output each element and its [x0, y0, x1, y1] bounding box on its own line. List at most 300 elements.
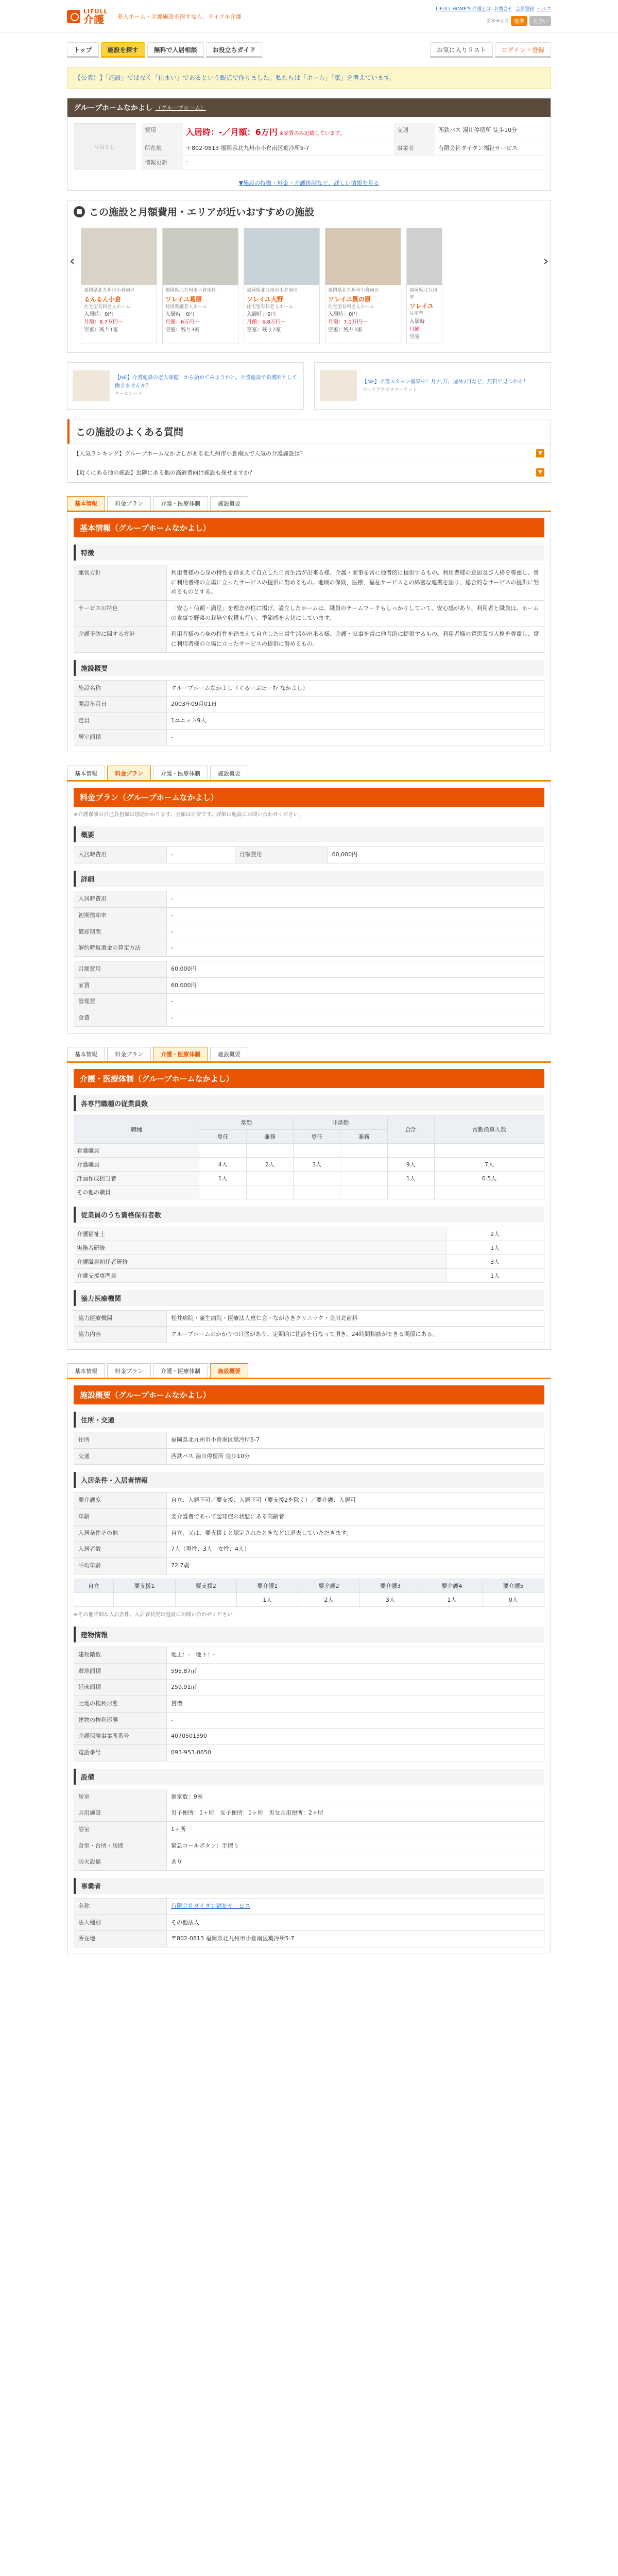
info-access: 西鉄バス 湯川停留所 徒歩10分 [435, 123, 544, 141]
ad-source: リードアクセスマーケット [362, 387, 417, 393]
operator-label: 法人種別 [74, 1914, 167, 1931]
staff-subhead: 兼務 [340, 1129, 387, 1143]
staff-cell [246, 1143, 293, 1157]
staff-cell: 2人 [246, 1157, 293, 1171]
coop-table [74, 1310, 544, 1343]
recommend-monthly: 月額：6万円〜 [165, 319, 200, 326]
equip-value: あり [167, 1854, 544, 1871]
staff-cell [387, 1143, 434, 1157]
table-row [74, 1241, 544, 1255]
ad-thumbnail [320, 370, 357, 401]
staff-cell: 9人 [387, 1157, 434, 1171]
building-label: 延床面積 [74, 1680, 167, 1696]
basic-info-title: 基本情報（グループホームなかよし） [74, 518, 544, 537]
overview-label: 開設年月日 [74, 697, 167, 713]
staff-cell [340, 1143, 387, 1157]
qual-value: 3人 [446, 1255, 544, 1268]
staff-cell: 1人 [199, 1171, 246, 1185]
table-row [74, 1227, 544, 1241]
recommend-address: 福岡県北九州市 [409, 288, 438, 300]
cond-label: 年齢 [74, 1509, 167, 1526]
detail-tabs [67, 496, 551, 512]
basic-info-panel [67, 512, 551, 753]
outline-title: 施設概要（グループホームなかよし） [74, 1385, 544, 1404]
overview-value: グループホームなかよし（ぐるーぷほーむ なかよし） [167, 680, 544, 697]
dist-head: 自立 [74, 1579, 114, 1592]
dist-value: 0人 [483, 1592, 544, 1606]
nav-guide[interactable]: お役立ちガイド [206, 42, 263, 58]
tab-price[interactable]: 料金プラン [107, 1047, 151, 1061]
tab-price[interactable]: 料金プラン [107, 1363, 151, 1378]
overview-value: 1ユニット9人 [167, 713, 544, 730]
recommend-card[interactable] [162, 228, 238, 344]
equip-label: 食堂・台所・居間 [74, 1838, 167, 1854]
building-value: 259.91㎡ [167, 1680, 544, 1696]
staff-head: 合計 [387, 1115, 434, 1143]
recommend-address: 福岡県北九州市小倉南区 [328, 288, 380, 294]
overview-table [74, 680, 544, 746]
staff-cell [294, 1171, 340, 1185]
overview-value: - [167, 729, 544, 745]
operator-label: 所在地 [74, 1931, 167, 1947]
tab-basic[interactable]: 基本情報 [67, 1047, 105, 1061]
dist-head: 要介護1 [237, 1579, 298, 1592]
dist-value: 1人 [421, 1592, 483, 1606]
tab-outline[interactable]: 施設概要 [210, 1047, 248, 1061]
qual-label: 実務者研修 [74, 1241, 447, 1255]
staff-cell [294, 1143, 340, 1157]
cond-label: 平均年齢 [74, 1558, 167, 1574]
facility-card [67, 98, 551, 191]
summary-label: 月額費用 [235, 847, 328, 863]
equipment-title: 設備 [74, 1769, 544, 1785]
table-row [74, 1157, 544, 1171]
recommend-entry: 入居時 [409, 318, 425, 325]
font-size-normal-button[interactable]: 標準 [511, 16, 527, 26]
staff-cell [199, 1185, 246, 1199]
recommend-vacancy: 空室：残り2室 [247, 327, 281, 333]
feature-value: 利用者様の心身の特性を踏まえて自立した日常生活が出来る様、介護・家事を常に他者的に提供するもの。利用者様の意思及び人格を尊重し、常に利用者様の立場に立ったサービスの提供に努めるもの。地域の保険、医療、福祉サービスとの綿密な連携を図り、総合的なサービスの提供に努めるものとする。 [167, 565, 544, 600]
tab-price[interactable]: 料金プラン [107, 496, 151, 511]
recommend-name[interactable]: ソレイユ大野 [247, 295, 283, 303]
care-title: 介護・医療体制（グループホームなかよし） [74, 1069, 544, 1088]
monthly-label: 月額費用 [74, 961, 167, 977]
entry-value: - [167, 940, 544, 957]
outline-panel [67, 1379, 551, 1954]
staff-subhead: 専任 [294, 1129, 340, 1143]
monthly-label: 家賃 [74, 977, 167, 994]
recommend-vacancy: 空室：残り1室 [84, 327, 118, 333]
staff-head: 職種 [74, 1115, 199, 1143]
header-link-about[interactable]: LIFULL HOME'S 介護とは [436, 7, 491, 12]
equip-value: 1ヶ所 [167, 1822, 544, 1838]
qualification-table [74, 1227, 544, 1283]
overview-title: 施設概要 [74, 660, 544, 676]
qualification-title: 従業員のうち資格保有者数 [74, 1207, 544, 1223]
recommend-entry: 入居時：0円 [165, 312, 195, 318]
recommend-entry: 入居時：0円 [84, 312, 113, 318]
ad-text: 【NE】介護施設の老人保健！から始めてみようかと。介護施設で看護師として働きませんか？ [115, 375, 297, 389]
recommend-title: この施設と月額費用・エリアが近いおすすめの施設 [89, 207, 315, 218]
staff-cell [246, 1171, 293, 1185]
staff-cell [246, 1185, 293, 1199]
recommend-card[interactable] [325, 228, 401, 344]
dist-value: 2人 [298, 1592, 359, 1606]
coop-value: 松井病院・蒲生病院・医療法人恵仁会・ながさきクリニック・金川北歯科 [167, 1310, 544, 1327]
info-cost-note: ※家賃のみ記載しています。 [279, 131, 345, 137]
staff-cell [387, 1185, 434, 1199]
price-title: 料金プラン（グループホームなかよし） [74, 788, 544, 807]
recommend-type: 住宅型有料老人ホーム [84, 304, 131, 310]
care-level-distribution [74, 1579, 544, 1607]
staff-cell [434, 1185, 544, 1199]
dist-head: 要介護4 [421, 1579, 483, 1592]
dist-head: 要介護3 [359, 1579, 421, 1592]
recommend-card[interactable] [244, 228, 320, 344]
summary-value: 60,000円 [328, 847, 544, 863]
building-value: 595.87㎡ [167, 1663, 544, 1680]
faq-section [67, 419, 551, 483]
conditions-table [74, 1492, 544, 1574]
operator-value: 〒802-0813 福岡県北九州市小倉南区葉冷所5-7 [167, 1931, 544, 1947]
info-label-operator: 事業者 [394, 141, 435, 156]
building-label: 建物階数 [74, 1647, 167, 1663]
recommend-address: 福岡県北九州市小倉南区 [247, 288, 298, 294]
header-link-contact[interactable]: お問合せ [493, 7, 512, 12]
entry-label: 初期償却率 [74, 907, 167, 924]
recommend-monthly: 月額：8.7万円〜 [84, 319, 123, 326]
recommend-card[interactable] [81, 228, 157, 344]
qual-value: 1人 [446, 1268, 544, 1282]
info-label-access: 交通 [394, 123, 435, 141]
facility-title: グループホームなかよし [74, 104, 152, 113]
ad-thumbnail [73, 370, 110, 401]
equipment-table [74, 1789, 544, 1871]
overview-label: 施設名称 [74, 680, 167, 697]
entry-label: 解約時返還金の算定方法 [74, 940, 167, 957]
access-value: 福岡県北九州市小倉南区葉冷所5-7 [167, 1432, 544, 1449]
cond-value: 要介護者であって認知症の状態にある高齢者 [167, 1509, 544, 1526]
info-label-updated: 情報更新 [142, 155, 183, 170]
overview-label: 居室面積 [74, 729, 167, 745]
carousel-prev-icon[interactable]: ‹ [70, 253, 75, 269]
recommend-photo [325, 228, 401, 285]
recommend-section [67, 200, 551, 353]
entry-value: - [167, 891, 544, 908]
qual-label: 介護福祉士 [74, 1227, 447, 1241]
tab-outline[interactable]: 施設概要 [210, 496, 248, 511]
recommend-vacancy: 空室 [409, 334, 420, 340]
logo-icon [67, 10, 80, 23]
cond-value: 7人（男性：3人 女性：4人） [167, 1541, 544, 1558]
monthly-label: 管理費 [74, 994, 167, 1010]
logo-brand-main: 介護 [83, 13, 104, 26]
detail-tabs [67, 1047, 551, 1063]
recommend-monthly: 月額 [409, 326, 420, 332]
price-summary-table [74, 846, 544, 863]
building-label: 電話番号 [74, 1744, 167, 1761]
recommend-name[interactable]: るんるん小倉 [84, 295, 122, 303]
equip-label: 共用施設 [74, 1805, 167, 1822]
recommend-name[interactable]: ソレイユ [409, 302, 434, 310]
staff-cell [434, 1143, 544, 1157]
recommend-address: 福岡県北九州市小倉南区 [84, 288, 135, 294]
staff-table [74, 1115, 544, 1199]
recommend-vacancy: 空室：残り3室 [165, 327, 200, 333]
recommend-type: 特別養護老人ホーム [165, 304, 208, 310]
info-cost: 入居時：-／月額：6万円 [186, 127, 278, 138]
recommend-vacancy: 空室：残り3室 [328, 327, 363, 333]
monthly-value: - [167, 994, 544, 1010]
summary-value: - [167, 847, 235, 863]
table-row [74, 1171, 544, 1185]
coop-label: 協力内容 [74, 1327, 167, 1343]
access-title: 住所・交通 [74, 1412, 544, 1428]
nav-consultation[interactable]: 無料で入居相談 [147, 42, 204, 58]
entry-label: 入居時費用 [74, 891, 167, 908]
staff-subhead: 兼務 [246, 1129, 293, 1143]
access-label: 交通 [74, 1448, 167, 1465]
nav-favorites[interactable]: お気に入りリスト [430, 42, 493, 58]
staff-cell [340, 1157, 387, 1171]
staff-role: 介護職員 [74, 1157, 199, 1171]
tab-outline[interactable]: 施設概要 [210, 1363, 248, 1378]
dist-head: 要支援2 [175, 1579, 236, 1592]
feature-label: 運営方針 [74, 565, 167, 600]
recommend-address: 福岡県北九州市小倉南区 [165, 288, 217, 294]
features-table [74, 565, 544, 653]
summary-label: 入居時費用 [74, 847, 167, 863]
recommend-name[interactable]: ソレイユ葛原 [165, 295, 202, 303]
global-nav [0, 42, 618, 58]
operator-name-link[interactable]: 有限会社ダイダン福祉サービス [171, 1903, 250, 1910]
nav-search-facility[interactable]: 施設を探す [101, 42, 145, 58]
entry-label: 償却期間 [74, 924, 167, 940]
staff-cell: 7人 [434, 1157, 544, 1171]
equip-value: 男子便所：1ヶ所 女子便所：1ヶ所 男女共用便所：2ヶ所 [167, 1805, 544, 1822]
faq-question: 【近くにある他の施設】近隣にある他の高齢者向け施設も探せますか？ [74, 469, 255, 476]
dist-head: 要支援1 [114, 1579, 175, 1592]
header-link-help[interactable]: ヘルプ [537, 7, 551, 12]
monthly-fee-table [74, 961, 544, 1027]
overview-value: 2003年09月01日 [167, 697, 544, 713]
site-header [0, 0, 618, 33]
access-label: 住所 [74, 1432, 167, 1449]
coop-label: 協力医療機関 [74, 1310, 167, 1327]
qual-value: 2人 [446, 1227, 544, 1241]
building-label: 土地の権利形態 [74, 1696, 167, 1712]
operator-title: 事業者 [74, 1878, 544, 1894]
dist-value [175, 1592, 236, 1606]
ad-source: ケースシード [115, 391, 143, 397]
tab-care[interactable]: 介護・医療体制 [153, 1047, 208, 1061]
equip-label: 浴室 [74, 1822, 167, 1838]
staff-cell: 3人 [294, 1157, 340, 1171]
recommend-type: 住宅型 [409, 311, 424, 317]
nav-login[interactable]: ログイン・登録 [495, 42, 551, 58]
cond-value: 自立：入居不可／要支援：入居不可（要支援2を除く）／要介護：入居可 [167, 1493, 544, 1509]
tab-outline[interactable]: 施設概要 [210, 766, 248, 780]
qual-value: 1人 [446, 1241, 544, 1255]
ad-text: 【NE】介護スタッフ募集中！月21万、週休2日など、無料で見つかる！ [362, 379, 528, 385]
price-summary-title: 概要 [74, 826, 544, 842]
faq-item[interactable] [67, 463, 551, 482]
building-value: 賃借 [167, 1696, 544, 1712]
price-note: ※介護保険の自己負担額は別途かかります。金額は目安です。詳細は施設にお問い合わせください。 [74, 812, 304, 818]
staff-role: その他の職員 [74, 1185, 199, 1199]
building-value: - [167, 1712, 544, 1728]
qual-label: 介護支援専門員 [74, 1268, 447, 1282]
building-value: 4070501590 [167, 1728, 544, 1745]
faq-question: 【人気ランキング】グループホームなかよしがある北九州市小倉南区で人気の介護施設は？ [74, 450, 306, 457]
building-value: 地上：- 地下：- [167, 1647, 544, 1663]
features-title: 特徴 [74, 545, 544, 561]
dist-head: 要介護2 [298, 1579, 359, 1592]
facility-photo: 写真なし [74, 123, 135, 170]
dist-head: 要介護5 [483, 1579, 544, 1592]
site-logo[interactable] [67, 9, 108, 25]
tab-basic[interactable]: 基本情報 [67, 496, 105, 511]
coop-value: グループホームのかかりつけ医があり、定期的に往診を行なって頂き、24時間相談ができる関係にある。 [167, 1327, 544, 1343]
access-value: 西鉄バス 湯川停留所 徒歩10分 [167, 1448, 544, 1465]
font-size-label: 文字サイズ [486, 19, 509, 24]
tab-care[interactable]: 介護・医療体制 [153, 1363, 208, 1378]
feature-value: 「安心・信頼・満足」を理念の柱に掲げ、設立したホームは、職員のチームワークもしっかりしていて、安心感があり、利用者と職員は、ホームの食事で野菜の栽培や収穫も行い、季節感を大切にしています。 [167, 600, 544, 626]
info-label-address: 所在地 [142, 141, 183, 156]
building-icon [74, 206, 85, 217]
recommend-photo [163, 228, 238, 285]
staff-role: 計画作成担当者 [74, 1171, 199, 1185]
entry-value: - [167, 907, 544, 924]
table-row [74, 1268, 544, 1282]
operator-label: 名称 [74, 1899, 167, 1915]
feature-label: サービスの特色 [74, 600, 167, 626]
table-row [74, 1143, 544, 1157]
monthly-value: 60,000円 [167, 961, 544, 977]
entry-fee-table [74, 891, 544, 957]
recommend-monthly: 月額：6.8万円〜 [247, 319, 286, 326]
detail-tabs [67, 1363, 551, 1379]
recommend-photo [244, 228, 319, 285]
staff-cell: 4人 [199, 1157, 246, 1171]
notice-banner[interactable]: 【公表！】「施設」ではなく「住まい」であるという観点で作りました。私たちは「ホーム」「家」を考えています。 [67, 67, 551, 89]
header-link-register[interactable]: 会員登録 [515, 7, 534, 12]
care-panel [67, 1063, 551, 1350]
facility-info-table [142, 123, 544, 170]
recommend-entry: 入居時：0円 [247, 312, 276, 318]
cond-label: 入居条件その他 [74, 1525, 167, 1541]
feature-label: 介護予防に関する方針 [74, 626, 167, 652]
staff-cell [294, 1185, 340, 1199]
faq-item[interactable] [67, 444, 551, 463]
staff-head: 非常勤 [294, 1115, 388, 1129]
staff-title: 各専門職種の従業員数 [74, 1095, 544, 1111]
feature-value: 利用者様の心身の特性を踏まえて自立した日常生活が出来る様、介護・家事を常に他者的に提供するもの。利用者様の意思及び人格を尊重し、常に利用者様の立場に立ったサービスの提供に努めるもの。 [167, 626, 544, 652]
building-label: 介護保険事業所番号 [74, 1728, 167, 1745]
staff-role: 看護職員 [74, 1143, 199, 1157]
qual-label: 介護職員初任者研修 [74, 1255, 447, 1268]
access-table [74, 1432, 544, 1465]
equip-value: 緊急コールボタン：手摺り [167, 1838, 544, 1854]
cond-value: 自立、又は、要支援１と認定されたときなどは退去していただきます。 [167, 1525, 544, 1541]
coop-title: 協力医療機関 [74, 1290, 544, 1306]
ad-banner[interactable] [67, 362, 304, 410]
table-row [74, 1255, 544, 1268]
dist-value: 1人 [237, 1592, 298, 1606]
staff-cell [340, 1185, 387, 1199]
staff-cell [340, 1171, 387, 1185]
tab-basic[interactable]: 基本情報 [67, 1363, 105, 1378]
building-table [74, 1647, 544, 1761]
info-operator: 有限会社ダイダン福祉サービス [435, 141, 544, 156]
tab-care[interactable]: 介護・医療体制 [153, 496, 208, 511]
staff-subhead: 専任 [199, 1129, 246, 1143]
building-label: 敷地面積 [74, 1663, 167, 1680]
chevron-down-icon: ▼ [536, 449, 544, 457]
cond-label: 入居者数 [74, 1541, 167, 1558]
info-label-cost: 費用 [142, 123, 183, 141]
recommend-photo [81, 228, 157, 285]
conditions-title: 入居条件・入居者情報 [74, 1472, 544, 1488]
price-detail-title: 詳細 [74, 871, 544, 887]
detail-tabs [67, 766, 551, 782]
info-address: 〒802-0813 福岡県北九州市小倉南区葉冷所5-7 [183, 141, 394, 156]
chevron-down-icon: ▼ [536, 468, 544, 477]
facility-type-link[interactable]: （グループホーム） [155, 105, 207, 112]
cond-value: 72.7歳 [167, 1558, 544, 1574]
entry-value: - [167, 924, 544, 940]
table-row [74, 1185, 544, 1199]
ad-banner[interactable] [314, 362, 551, 410]
faq-title: この施設のよくある質問 [67, 419, 551, 444]
recommend-card[interactable] [406, 228, 442, 344]
staff-head: 常勤換算人数 [434, 1115, 544, 1143]
equip-label: 居室 [74, 1789, 167, 1805]
equip-label: 防火設備 [74, 1854, 167, 1871]
cond-label: 要介護度 [74, 1493, 167, 1509]
monthly-value: 60,000円 [167, 977, 544, 994]
carousel-next-icon[interactable]: › [543, 253, 548, 269]
info-updated: - [183, 155, 394, 170]
logo-brand: LIFULL [83, 8, 108, 15]
tab-price[interactable]: 料金プラン [107, 766, 151, 780]
dist-value [114, 1592, 175, 1606]
dist-value: 3人 [359, 1592, 421, 1606]
facility-header [67, 98, 551, 117]
recommend-photo [407, 228, 442, 285]
price-panel [67, 782, 551, 1033]
tab-care[interactable]: 介護・医療体制 [153, 766, 208, 780]
site-tagline: 老人ホーム・介護施設を探すなら、ライフル介護 [117, 13, 242, 20]
recommend-monthly: 月額：7.1万円〜 [328, 319, 367, 326]
monthly-label: 食費 [74, 1010, 167, 1026]
tab-basic[interactable]: 基本情報 [67, 766, 105, 780]
staff-cell: 1人 [387, 1171, 434, 1185]
font-size-large-button[interactable]: 大きい [529, 16, 551, 26]
nav-top[interactable]: トップ [67, 42, 99, 58]
equip-value: 個室数：9室 [167, 1789, 544, 1805]
operator-value: その他法人 [167, 1914, 544, 1931]
staff-head: 常勤 [199, 1115, 294, 1129]
recommend-type: 住宅型有料老人ホーム [247, 304, 294, 310]
building-value: 093-953-0650 [167, 1744, 544, 1761]
facility-detail-link[interactable]: ▼施設の特徴・料金・介護体制など、詳しい情報を見る [238, 180, 380, 187]
recommend-name[interactable]: ソレイユ黒の原 [328, 295, 371, 303]
dist-value [74, 1592, 114, 1606]
recommend-entry: 入居時：0円 [328, 312, 357, 318]
overview-label: 定員 [74, 713, 167, 730]
monthly-value: - [167, 1010, 544, 1026]
